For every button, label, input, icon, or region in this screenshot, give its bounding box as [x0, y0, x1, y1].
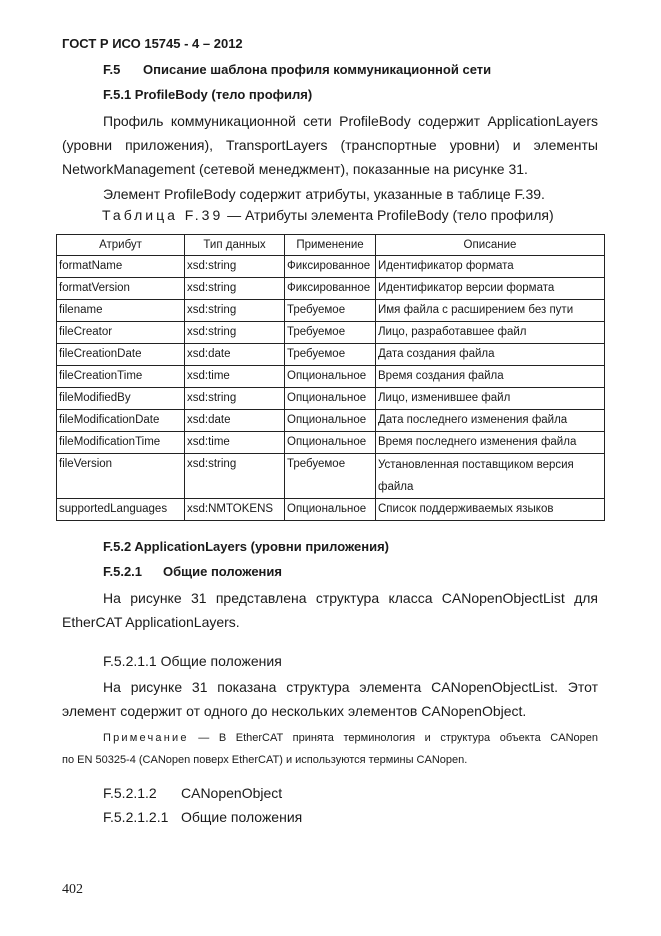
table-caption [102, 207, 554, 223]
note-line: по EN 50325-4 (CANopen поверх EtherCAT) и используются термины CANopen. [62, 754, 468, 766]
table-cell: xsd:string [185, 454, 285, 499]
table-cell: Установленная поставщиком версия файла [376, 454, 605, 499]
table-cell: Список поддерживаемых языков [376, 499, 605, 521]
section-heading-f51: F.5.1 ProfileBody (тело профиля) [103, 87, 313, 102]
table-cell: Идентификатор версии формата [376, 278, 605, 300]
table-cell: fileModificationTime [57, 432, 185, 454]
table-cell: fileVersion [57, 454, 185, 499]
table-cell: Лицо, изменившее файл [376, 388, 605, 410]
paragraph-line: Профиль коммуникационной сети ProfileBody содержит ApplicationLayers [103, 113, 598, 129]
table-cell: xsd:string [185, 300, 285, 322]
section-number: F.5 [103, 62, 121, 77]
paragraph-line: Элемент ProfileBody содержит атрибуты, указанные в таблице F.39. [103, 186, 545, 202]
table-caption-text: — Атрибуты элемента ProfileBody (тело профиля) [223, 207, 554, 223]
table-cell: Время последнего изменения файла [376, 432, 605, 454]
paragraph-line: На рисунке 31 показана структура элемента CANopenObjectList. Этот [103, 679, 598, 695]
table-cell: Опциональное [285, 499, 376, 521]
paragraph-line: На рисунке 31 представлена структура класса CANopenObjectList для [103, 590, 598, 606]
column-header: Применение [285, 235, 376, 256]
table-cell: Дата последнего изменения файла [376, 410, 605, 432]
table-cell: fileCreationTime [57, 366, 185, 388]
paragraph-line: элемент содержит от одного до нескольких элементов CANopenObject. [62, 703, 527, 719]
paragraph-profilebody [62, 109, 598, 181]
note-label: Примечание [103, 732, 189, 744]
section-heading-f5 [103, 62, 491, 77]
page-number: 402 [62, 882, 83, 897]
section-heading-f52: F.5.2 ApplicationLayers (уровни приложения) [103, 539, 390, 554]
section-number: F.5.2.1.2 [103, 785, 157, 801]
table-row [57, 322, 605, 344]
table-row [57, 278, 605, 300]
table-row [57, 256, 605, 278]
section-number: F.5.2.1.2.1 [103, 809, 169, 825]
table-cell: xsd:string [185, 322, 285, 344]
table-cell: xsd:date [185, 344, 285, 366]
table-cell: fileCreator [57, 322, 185, 344]
table-cell: xsd:string [185, 388, 285, 410]
section-heading-f52112 [103, 785, 282, 801]
table-cell: Фиксированное [285, 256, 376, 278]
table-cell: xsd:time [185, 366, 285, 388]
paragraph-attributes [62, 182, 598, 206]
table-cell: Идентификатор формата [376, 256, 605, 278]
table-cell: xsd:date [185, 410, 285, 432]
table-caption-label: Таблица F.39 [102, 207, 224, 223]
section-heading-f5211: F.5.2.1.1 Общие положения [103, 653, 282, 669]
table-row [57, 344, 605, 366]
table-row [57, 432, 605, 454]
section-title: CANopenObject [181, 785, 283, 801]
section-title: Описание шаблона профиля коммуникационной сети [143, 62, 492, 77]
table-row [57, 388, 605, 410]
table-cell: fileCreationDate [57, 344, 185, 366]
table-cell: supportedLanguages [57, 499, 185, 521]
table-cell: Опциональное [285, 432, 376, 454]
table-cell: fileModificationDate [57, 410, 185, 432]
table-cell: xsd:string [185, 256, 285, 278]
table-cell: Фиксированное [285, 278, 376, 300]
section-title: Общие положения [163, 564, 282, 579]
paragraph-line: (уровни приложения), TransportLayers (транспортные уровни) и элементы [62, 137, 598, 153]
table-cell: Требуемое [285, 322, 376, 344]
table-cell: xsd:NMTOKENS [185, 499, 285, 521]
paragraph-class-structure [62, 586, 598, 634]
table-row [57, 454, 605, 499]
table-cell: Лицо, разработавшее файл [376, 322, 605, 344]
table-cell: Опциональное [285, 366, 376, 388]
table-row [57, 410, 605, 432]
table-header-row [57, 235, 605, 256]
paragraph-element-structure [62, 675, 598, 723]
table-cell: Время создания файла [376, 366, 605, 388]
note-block [62, 727, 598, 771]
section-heading-f521121 [103, 809, 302, 825]
table-cell: formatVersion [57, 278, 185, 300]
paragraph-line: NetworkManagement (сетевой менеджмент), показанные на рисунке 31. [62, 161, 528, 177]
table-cell: Опциональное [285, 410, 376, 432]
table-cell: Опциональное [285, 388, 376, 410]
table-cell: Имя файла с расширением без пути [376, 300, 605, 322]
table-cell: Требуемое [285, 300, 376, 322]
table-row [57, 366, 605, 388]
note-line: — В EtherCAT принята терминология и структура объекта CANopen [188, 732, 598, 744]
table-cell: formatName [57, 256, 185, 278]
column-header: Атрибут [57, 235, 185, 256]
table-row [57, 499, 605, 521]
section-number: F.5.2.1 [103, 564, 143, 579]
paragraph-line: EtherCAT ApplicationLayers. [62, 614, 240, 630]
table-cell: filename [57, 300, 185, 322]
table-row [57, 300, 605, 322]
table-cell: xsd:time [185, 432, 285, 454]
section-heading-f521 [103, 564, 282, 579]
table-cell: Дата создания файла [376, 344, 605, 366]
table-cell: xsd:string [185, 278, 285, 300]
attributes-table [56, 234, 605, 521]
table-cell: fileModifiedBy [57, 388, 185, 410]
document-header: ГОСТ Р ИСО 15745 - 4 – 2012 [62, 36, 243, 51]
table-cell: Требуемое [285, 344, 376, 366]
section-title: Общие положения [181, 809, 303, 825]
column-header: Описание [376, 235, 605, 256]
column-header: Тип данных [185, 235, 285, 256]
table-cell: Требуемое [285, 454, 376, 499]
